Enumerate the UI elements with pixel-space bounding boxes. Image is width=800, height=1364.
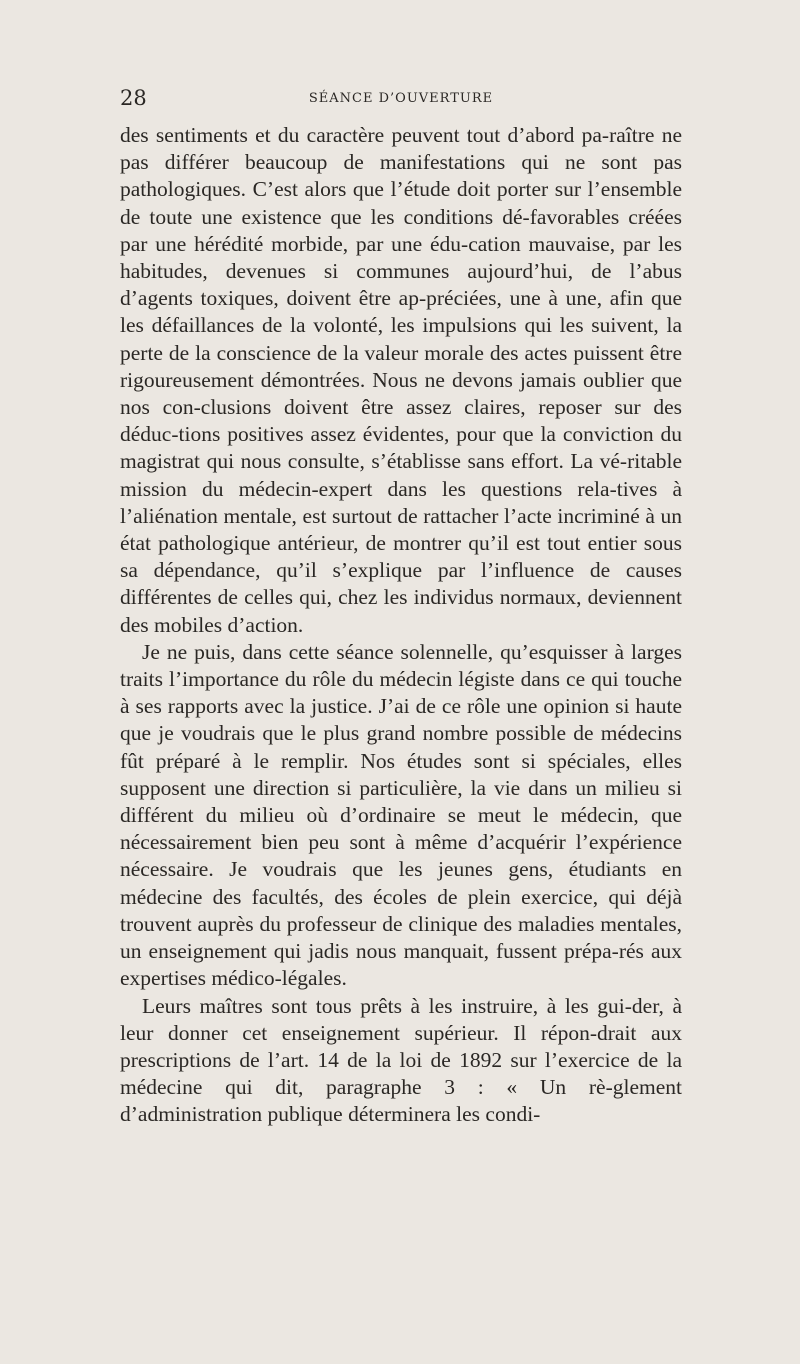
body-text [120,122,682,1129]
paragraph-2: Je ne puis, dans cette séance solennelle, qu’esquisser à larges traits l’importance du rôle du médecin légiste dans ce qui touche à ses rapports avec la justice. J’ai de ce rôle une opinion si haute que je voudrais que le plus grand nombre possible de médecins fût préparé à le remplir. Nos études sont si spéciales, elles supposent une direction si particulière, la vie dans un milieu si différent du milieu où d’ordinaire se meut le médecin, que nécessairement bien peu sont à même d’acquérir l’expérience nécessaire. Je voudrais que les jeunes gens, étudiants en médecine des facultés, des écoles de plein exercice, qui déjà trouvent auprès du professeur de clinique des maladies mentales, un enseignement qui jadis nous manquait, fussent prépa-rés aux expertises médico-légales. [120,639,682,991]
running-head: SÉANCE D’OUVERTURE [308,91,494,106]
paragraph-1: des sentiments et du caractère peuvent tout d’abord pa-raître ne pas différer beaucoup de manifestations qui ne sont pas pathologiques. C’est alors que l’étude doit porter sur l’ensemble de toute une existence que les conditions dé-favorables créées par une hérédité morbide, par une édu-cation mauvaise, par les habitudes, devenues si communes aujourd’hui, de l’abus d’agents toxiques, doivent être ap-préciées, une à une, afin que les défaillances de la volonté, les impulsions qui les suivent, la perte de la conscience de la valeur morale des actes puissent être rigoureusement démontrées. Nous ne devons jamais oublier que nos con-clusions doivent être assez claires, reposer sur des déduc-tions positives assez évidentes, pour que la conviction du magistrat qui nous consulte, s’établisse sans effort. La vé-ritable mission du médecin-expert dans les questions rela-tives à l’aliénation mentale, est surtout de rattacher l’acte incriminé à un état pathologique antérieur, de montrer qu’il est tout entier sous sa dépendance, qu’il s’explique par l’influence de causes différentes de celles qui, chez les individus normaux, deviennent des mobiles d’action. [120,123,682,637]
page-header [120,86,682,116]
paragraph-3: Leurs maîtres sont tous prêts à les instruire, à les gui-der, à leur donner cet enseignement supérieur. Il répon-drait aux prescriptions de l’art. 14 de la loi de 1892 sur l’exercice de la médecine qui dit, paragraphe 3 : « Un rè-glement d’administration publique déterminera les condi- [120,993,682,1127]
page-number: 28 [120,86,147,110]
